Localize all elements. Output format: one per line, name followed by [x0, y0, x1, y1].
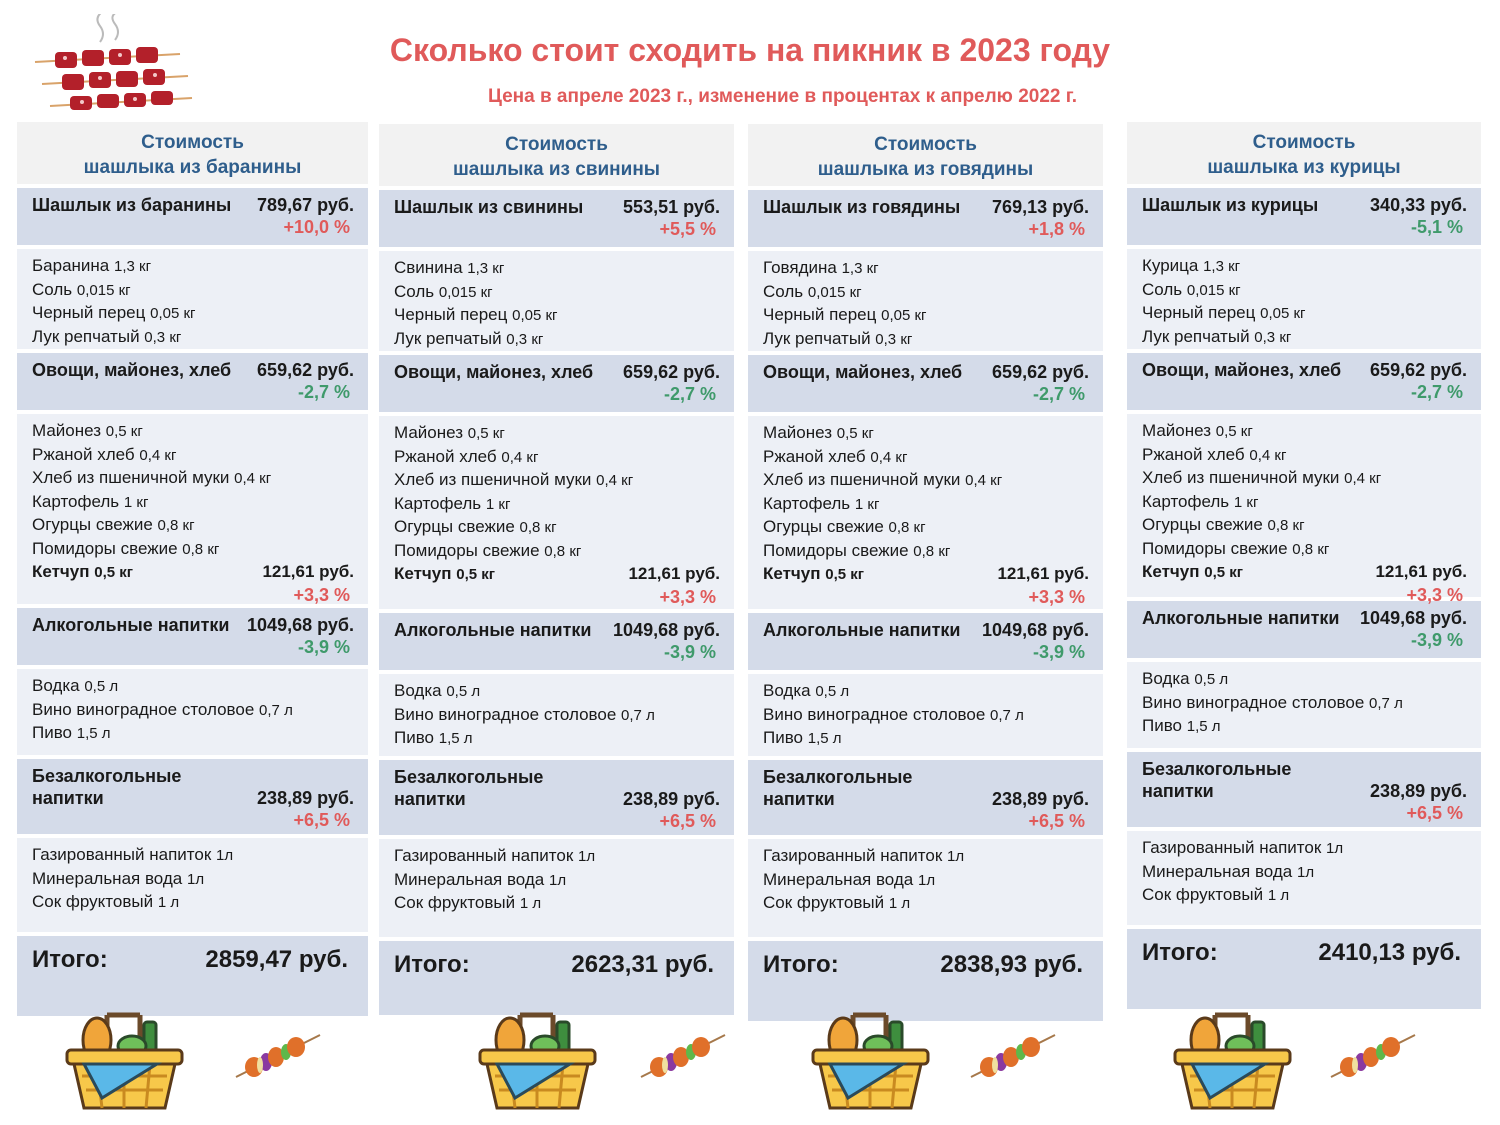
kebab-label: Шашлык из баранины: [32, 195, 232, 215]
column-header: Стоимость шашлыка из курицы: [1127, 122, 1481, 184]
picnic-basket-icon: [62, 1010, 187, 1115]
alcohol-items: Водка 0,5 л Вино виноградное столовое 0,7 л Пиво 1,5 л: [379, 674, 734, 756]
veg-summary: Овощи, майонез, хлеб 659,62 руб. -2,7 %: [1127, 353, 1481, 410]
kebab-skewer-icon: [967, 1025, 1057, 1085]
kebab-change: -5,1 %: [1410, 217, 1463, 237]
kebab-amount: 769,13 руб.: [992, 197, 1089, 217]
kebab-skewer-icon: [232, 1025, 322, 1085]
page-subtitle: Цена в апреле 2023 г., изменение в процентах к апрелю 2022 г.: [487, 86, 1078, 107]
column-header: Стоимость шашлыка из баранины: [17, 122, 368, 184]
alcohol-summary: Алкогольные напитки 1049,68 руб. -3,9 %: [1127, 601, 1481, 658]
soft-drinks-summary: Безалкогольные напитки 238,89 руб. +6,5 %: [748, 760, 1103, 835]
picnic-basket-icon: [475, 1010, 600, 1115]
total-amount: 2410,13 руб.: [1318, 939, 1461, 966]
total-amount: 2859,47 руб.: [205, 946, 348, 973]
kebab-label: Шашлык из говядины: [763, 197, 961, 217]
veg-items: Майонез 0,5 кг Ржаной хлеб 0,4 кг Хлеб из пшеничной муки 0,4 кг Картофель 1 кг Огурцы свежие 0,8 кг Помидоры свежие 0,8 кг Кетчуп 0,5 кг 121,61 руб. +3,3 %: [17, 414, 368, 604]
kebab-summary: [748, 190, 1103, 247]
alcohol-summary: Алкогольные напитки 1049,68 руб. -3,9 %: [379, 613, 734, 670]
soft-drinks-items: Газированный напиток 1л Минеральная вода 1л Сок фруктовый 1 л: [1127, 831, 1481, 925]
total-label: Итого:: [1142, 939, 1218, 966]
soft-drinks-items: Газированный напиток 1л Минеральная вода 1л Сок фруктовый 1 л: [379, 839, 734, 937]
kebab-ingredients: Курица 1,3 кг Соль 0,015 кг Черный перец 0,05 кг Лук репчатый 0,3 кг: [1127, 249, 1481, 349]
alcohol-summary: Алкогольные напитки 1049,68 руб. -3,9 %: [17, 608, 368, 665]
total-label: Итого:: [32, 946, 108, 973]
veg-items: Майонез 0,5 кг Ржаной хлеб 0,4 кг Хлеб из пшеничной муки 0,4 кг Картофель 1 кг Огурцы свежие 0,8 кг Помидоры свежие 0,8 кг Кетчуп 0,5 кг 121,61 руб. +3,3 %: [1127, 414, 1481, 597]
kebab-change: +5,5 %: [659, 219, 716, 239]
alcohol-items: Водка 0,5 л Вино виноградное столовое 0,7 л Пиво 1,5 л: [17, 669, 368, 755]
picnic-basket-icon: [808, 1010, 933, 1115]
kebab-amount: 553,51 руб.: [623, 197, 720, 217]
price-column: [17, 122, 368, 1016]
kebab-amount: 340,33 руб.: [1370, 195, 1467, 215]
price-column: [748, 124, 1103, 1021]
total-amount: 2623,31 руб.: [571, 951, 714, 978]
column-header: Стоимость шашлыка из говядины: [748, 124, 1103, 186]
kebab-ingredients: Баранина 1,3 кг Соль 0,015 кг Черный перец 0,05 кг Лук репчатый 0,3 кг: [17, 249, 368, 349]
kebab-label: Шашлык из свинины: [394, 197, 584, 217]
kebab-summary: [17, 188, 368, 245]
kebab-ingredients: Говядина 1,3 кг Соль 0,015 кг Черный перец 0,05 кг Лук репчатый 0,3 кг: [748, 251, 1103, 351]
total-label: Итого:: [763, 951, 839, 978]
kebab-skewer-icon: [1327, 1025, 1417, 1085]
alcohol-summary: Алкогольные напитки 1049,68 руб. -3,9 %: [748, 613, 1103, 670]
column-header: Стоимость шашлыка из свинины: [379, 124, 734, 186]
kebab-change: +1,8 %: [1028, 219, 1085, 239]
total-row: [379, 941, 734, 1015]
kebab-label: Шашлык из курицы: [1142, 195, 1319, 215]
total-row: [17, 936, 368, 1016]
price-column: [379, 124, 734, 1015]
veg-summary: Овощи, майонез, хлеб 659,62 руб. -2,7 %: [17, 353, 368, 410]
kebab-skewer-icon: [637, 1025, 727, 1085]
total-label: Итого:: [394, 951, 470, 978]
alcohol-items: Водка 0,5 л Вино виноградное столовое 0,7 л Пиво 1,5 л: [1127, 662, 1481, 748]
soft-drinks-summary: Безалкогольные напитки 238,89 руб. +6,5 %: [379, 760, 734, 835]
price-column: [1127, 122, 1481, 1009]
picnic-basket-icon: [1170, 1010, 1295, 1115]
soft-drinks-summary: Безалкогольные напитки 238,89 руб. +6,5 %: [1127, 752, 1481, 827]
alcohol-items: Водка 0,5 л Вино виноградное столовое 0,7 л Пиво 1,5 л: [748, 674, 1103, 756]
soft-drinks-items: Газированный напиток 1л Минеральная вода 1л Сок фруктовый 1 л: [748, 839, 1103, 937]
kebab-ingredients: Свинина 1,3 кг Соль 0,015 кг Черный перец 0,05 кг Лук репчатый 0,3 кг: [379, 251, 734, 351]
page-title: Сколько стоит сходить на пикник в 2023 году: [389, 32, 1111, 68]
total-amount: 2838,93 руб.: [940, 951, 1083, 978]
veg-items: Майонез 0,5 кг Ржаной хлеб 0,4 кг Хлеб из пшеничной муки 0,4 кг Картофель 1 кг Огурцы свежие 0,8 кг Помидоры свежие 0,8 кг Кетчуп 0,5 кг 121,61 руб. +3,3 %: [748, 416, 1103, 609]
kebab-amount: 789,67 руб.: [257, 195, 354, 215]
veg-items: Майонез 0,5 кг Ржаной хлеб 0,4 кг Хлеб из пшеничной муки 0,4 кг Картофель 1 кг Огурцы свежие 0,8 кг Помидоры свежие 0,8 кг Кетчуп 0,5 кг 121,61 руб. +3,3 %: [379, 416, 734, 609]
total-row: [748, 941, 1103, 1021]
kebab-change: +10,0 %: [283, 217, 350, 237]
soft-drinks-summary: Безалкогольные напитки 238,89 руб. +6,5 %: [17, 759, 368, 834]
kebab-summary: [379, 190, 734, 247]
kebab-summary: [1127, 188, 1481, 245]
total-row: [1127, 929, 1481, 1009]
soft-drinks-items: Газированный напиток 1л Минеральная вода 1л Сок фруктовый 1 л: [17, 838, 368, 932]
veg-summary: Овощи, майонез, хлеб 659,62 руб. -2,7 %: [748, 355, 1103, 412]
veg-summary: Овощи, майонез, хлеб 659,62 руб. -2,7 %: [379, 355, 734, 412]
